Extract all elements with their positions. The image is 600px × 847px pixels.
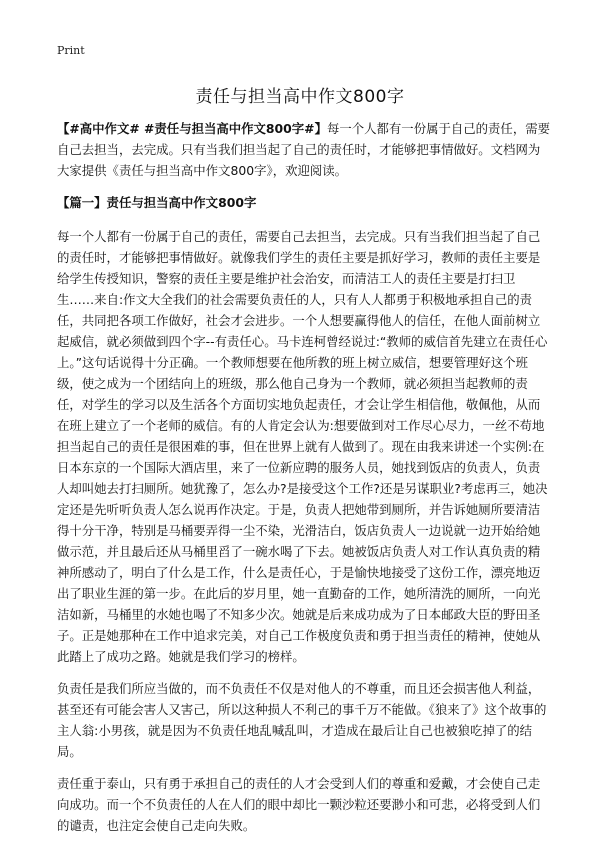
print-label: Print — [57, 44, 85, 57]
body-paragraph-2: 负责任是我们所应当做的，而不负责任不仅是对他人的不尊重，而且还会损害他人利益，甚至还有可能会害人又害己，所以这种损人不利己的事千万不能做。《狼来了》这个故事的主人翁:小男孩，就是因为不负责任地乱喊乱叫，才造成在最后让自己也被狼吃掉了的结局。 — [57, 681, 547, 759]
intro-paragraph — [57, 118, 550, 181]
section-heading: 【篇一】责任与担当高中作文800字 — [57, 195, 257, 210]
page-title: 责任与担当高中作文800字 — [195, 87, 405, 107]
body-paragraph-3: 责任重于泰山，只有勇于承担自己的责任的人才会受到人们的尊重和爱戴，才会使自己走向成功。而一个不负责任的人在人们的眼中却比一颗沙粒还要渺小和可悲，必将受到人们的谴责，也注定会使自己走向失败。 — [57, 776, 541, 833]
body-paragraph-1: 每一个人都有一份属于自己的责任，需要自己去担当，去完成。只有当我们担当起了自己的责任时，才能够把事情做好。就像我们学生的责任主要是抓好学习，教师的责任主要是给学生传授知识，警察的责任主要是维护社会治安，而清洁工人的责任主要是打扫卫生……来自:作文大全我们的社会需要负责任的人，只有人人都勇于积极地承担自己的责任，共同把各项工作做好，社会才会进步。一个人想要赢得他人的信任，在他人面前树立起威信，就必须做到四个字--有责任心。马卡连柯曾经说过:“教师的威信首先建立在责任心上。”这句话说得十分正确。一个教师想要在他所教的班上树立威信，想要管理好这个班级，使之成为一个团结向上的班级，那么他自己身为一个教师，就必须担当起教师的责任，对学生的学习以及生活各个方面切实地负起责任，才会让学生相信他，敬佩他，从而在班上建立了一个老师的威信。有的人肯定会认为:想要做到对工作尽心尽力，一丝不苟地担当起自己的责任是很困难的事，但在世界上就有人做到了。现在由我来讲述一个实例:在日本东京的一个国际大酒店里，来了一位新应聘的服务人员，她找到饭店的负责人，负责人却叫她去打扫厕所。她犹豫了，怎么办?是接受这个工作?还是另谋职业?考虑再三，她决定还是先听听负责人怎么说再作决定。于是，负责人把她带到厕所，并告诉她厕所要清洁得十分干净，特别是马桶要弄得一尘不染，光滑洁白，饭店负责人一边说就一边开始给她做示范，并且最后还从马桶里舀了一碗水喝了下去。她被饭店负责人对工作认真负责的精神所感动了，明白了什么是工作，什么是责任心，于是愉快地接受了这份工作，漂亮地迈出了职业生涯的第一步。在此后的岁月里，她一直勤奋的工作，她所清洗的厕所，一向光洁如新，马桶里的水她也喝了不知多少次。她就是后来成功成为了日本邮政大臣的野田圣子。正是她那种在工作中追求完美，对自己工作极度负责和勇于担当责任的精神，使她从此踏上了成功之路。她就是我们学习的榜样。 — [57, 229, 548, 664]
intro-tag: 【#高中作文# #责任与担当高中作文800字#】 — [57, 121, 327, 136]
intro-text: 每一个人都有一份属于自己的责任，需要自己去担当，去完成。只有当我们担当起了自己的责任时，才能够把事情做好。文档网为大家提供《责任与担当高中作文800字》，欢迎阅读。 — [57, 121, 550, 178]
document-body — [57, 118, 550, 847]
